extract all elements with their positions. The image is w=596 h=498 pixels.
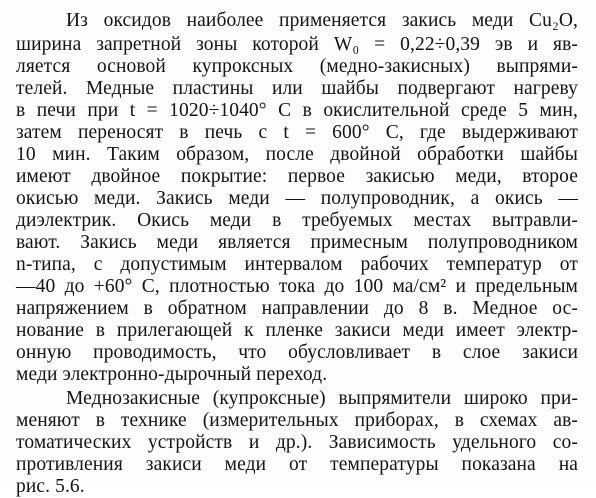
text-line: вают. Закись меди является примесным полупроводником	[16, 232, 578, 253]
text-line: в печи при t = 1020÷1040° С в окислительной среде 5 мин,	[16, 100, 578, 121]
text-line: нование в прилегающей к пленке закиси меди имеет электр-	[16, 320, 578, 341]
text-line: ширина запретной зоны которой W₀ = 0,22÷0,39 эв и яв-	[16, 34, 578, 55]
text-line: ляется основой купроксных (медно-закисных) выпрями-	[16, 56, 578, 77]
text-line: напряжением в обратном направлении до 8 в. Медное ос-	[16, 298, 578, 319]
text-line: n-типа, с допустимым интервалом рабочих температур от	[16, 254, 578, 275]
text-line: меди электронно-дырочный переход.	[16, 364, 328, 385]
text-line: телей. Медные пластины или шайбы подвергают нагреву	[16, 78, 578, 99]
text-line: онную проводимость, что обусловливает в слое закиси	[16, 342, 578, 363]
text-line: рис. 5.6.	[16, 476, 85, 497]
text-line: томатических устройств и др.). Зависимость удельного со-	[16, 432, 578, 453]
text-line: затем переносят в печь с t = 600° С, где выдерживают	[16, 122, 578, 143]
text-line: Из оксидов наиболее применяется закись меди Cu₂O,	[66, 10, 578, 31]
text-line: диэлектрик. Окись меди в требуемых местах вытравли-	[16, 210, 578, 231]
text-line: имеют двойное покрытие: первое закисью меди, второе	[16, 166, 578, 187]
text-line: 10 мин. Таким образом, после двойной обработки шайбы	[16, 144, 578, 165]
text-line: меняют в технике (измерительных приборах, в схемах ав-	[16, 410, 578, 431]
text-line: —40 до +60° С, плотностью тока до 100 ма/см² и предельным	[16, 276, 578, 297]
text-line: окисью меди. Закись меди — полупроводник, а окись —	[16, 188, 578, 209]
text-line: Меднозакисные (купроксные) выпрямители широко при-	[66, 388, 578, 409]
text-line: противления закиси меди от температуры показана на	[16, 454, 578, 475]
